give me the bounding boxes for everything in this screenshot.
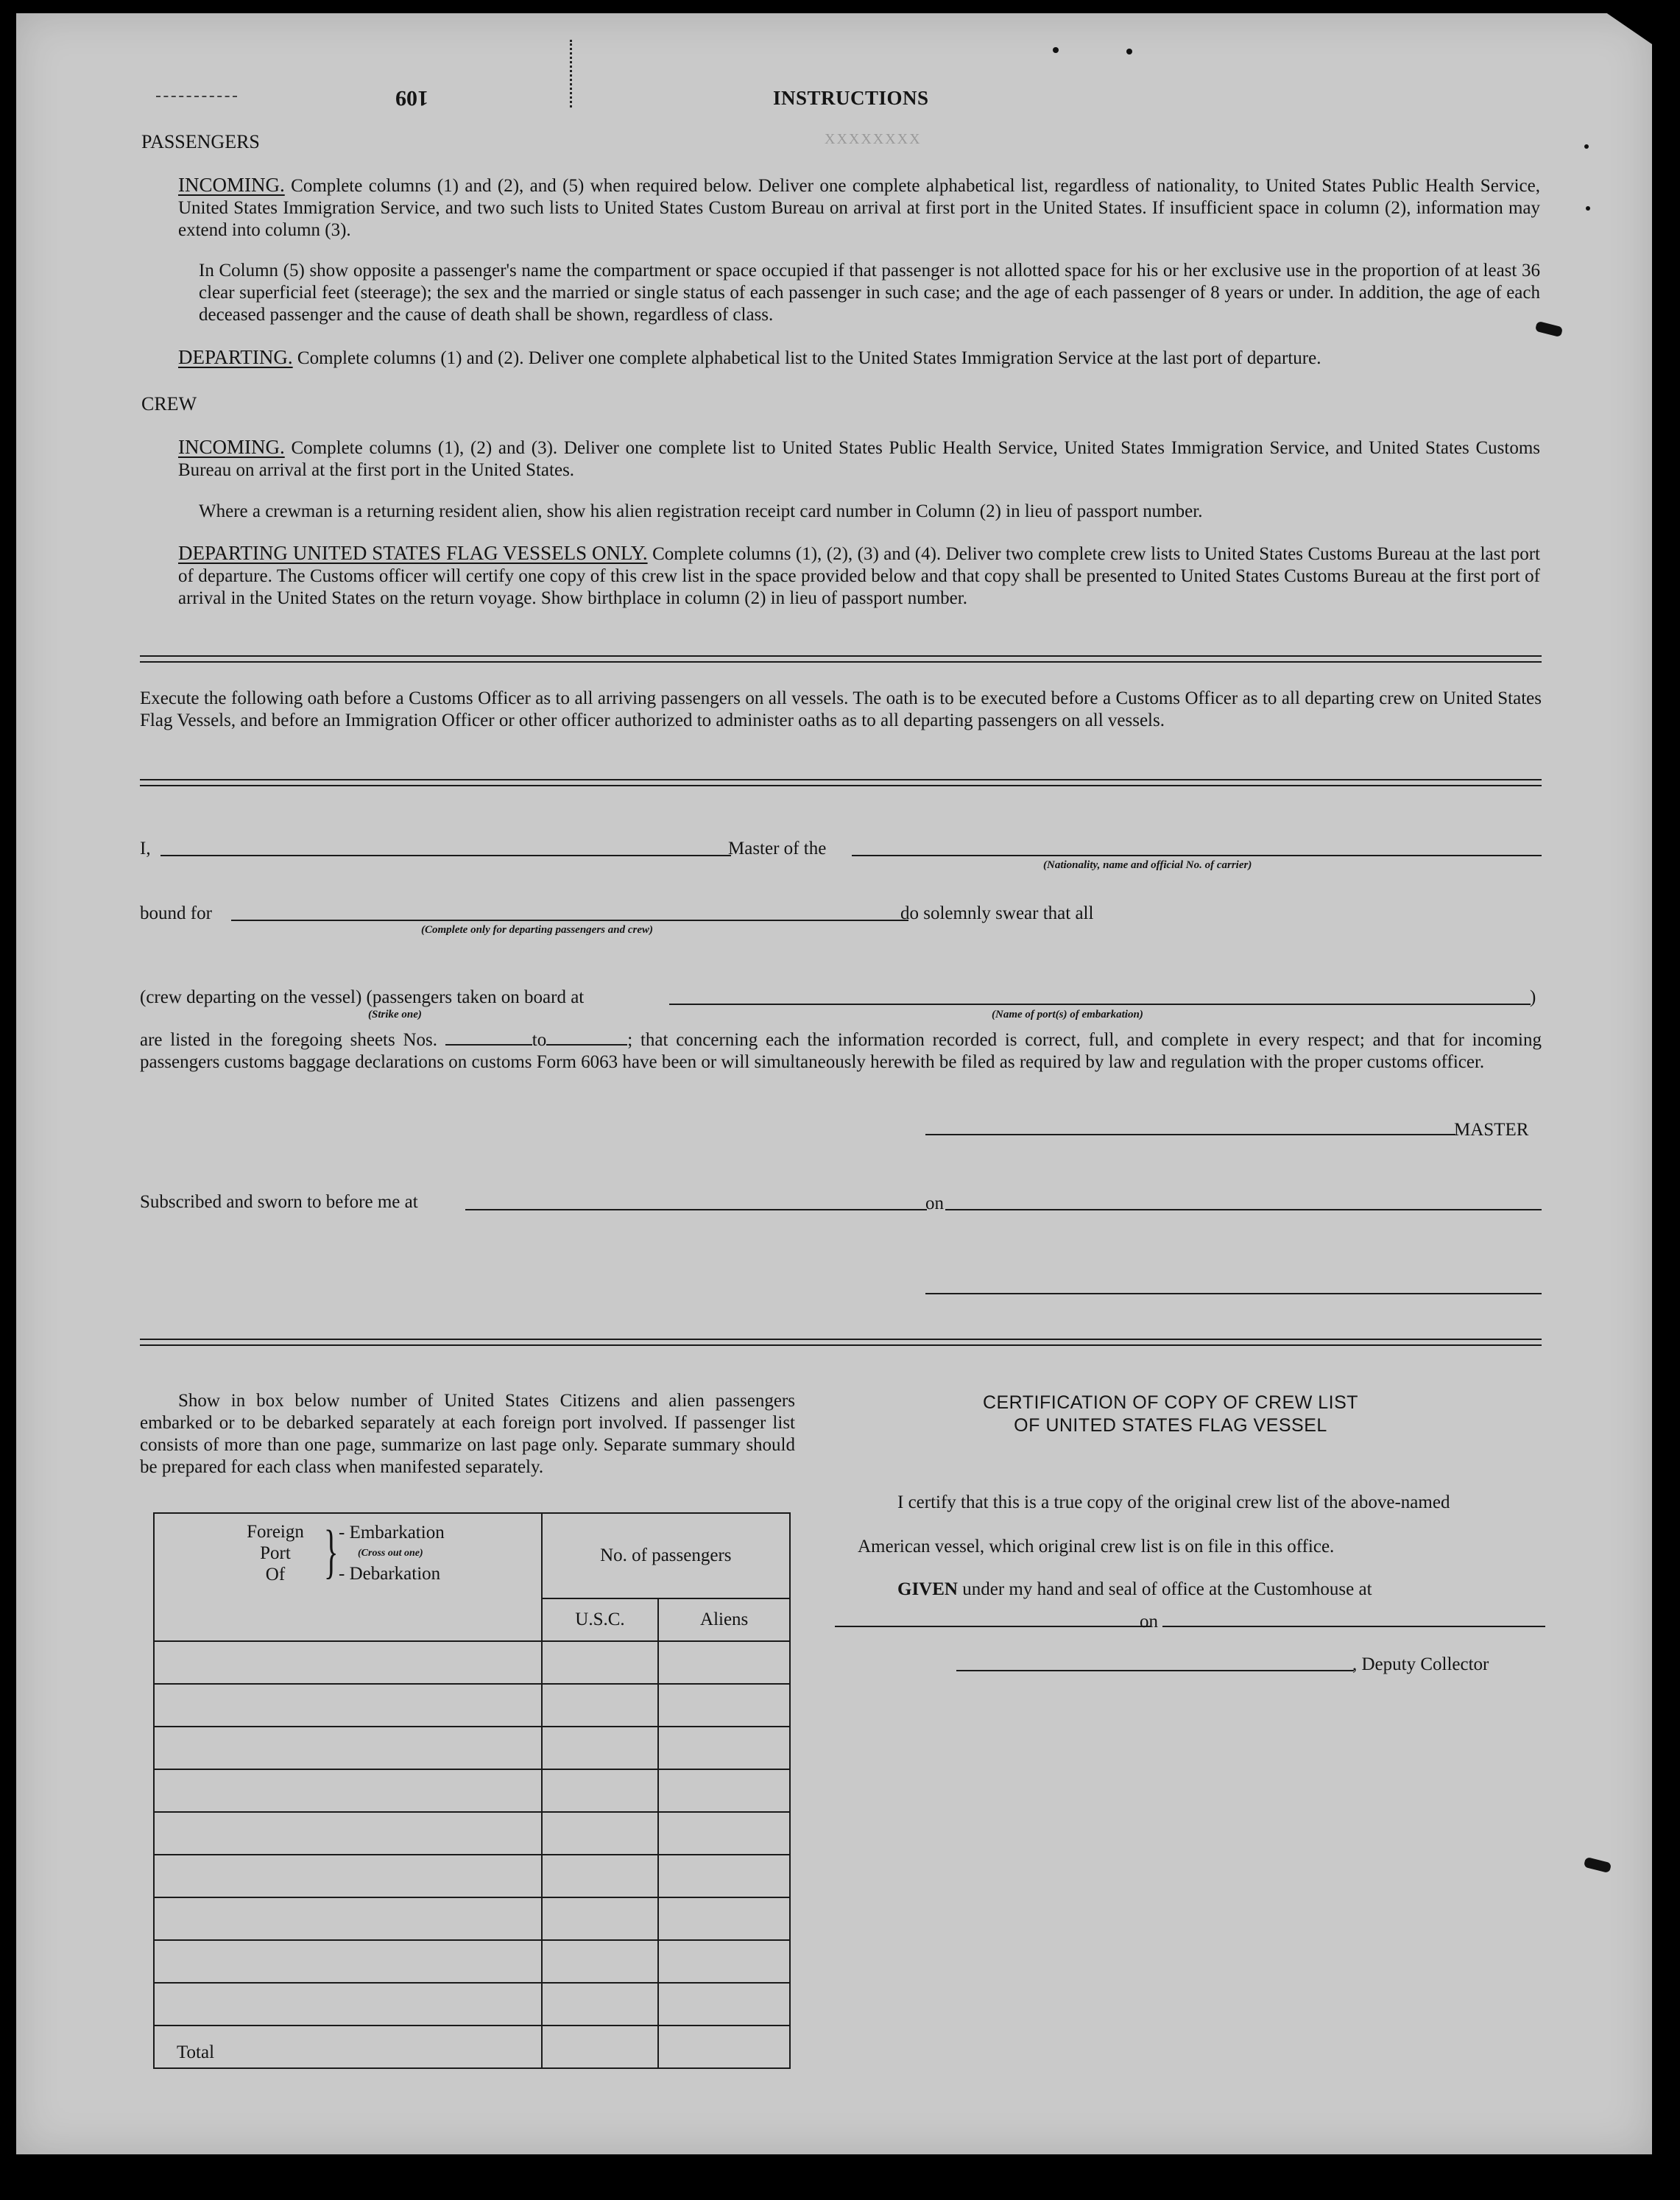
deputy-signature-field[interactable] [956,1670,1354,1671]
usc-cell[interactable] [542,1769,659,1812]
usc-cell[interactable] [542,1812,659,1855]
crew-departing-label: (crew departing on the vessel) (passengers taken on board at [140,987,585,1007]
port-cell[interactable] [154,1727,542,1769]
aliens-cell[interactable] [658,1727,790,1769]
foreign-label: Foreign [247,1522,304,1542]
crew-heading: CREW [141,393,197,415]
sworn-date-field[interactable] [945,1209,1542,1210]
debarkation-label: - Debarkation [339,1564,441,1584]
aliens-total-cell[interactable] [658,2026,790,2068]
aliens-cell[interactable] [658,1641,790,1684]
cross-out-caption: (Cross out one) [358,1548,423,1559]
divider-1 [140,655,1542,663]
form-page [16,13,1652,2154]
passengers-column5: In Column (5) show opposite a passenger's name the compartment or space occupied if that passenger is not allotted space for his or her exclusive use in the proportion of at least 36 clear superficial feet (steerage); the sex and the married or single status of each passenger in such case; and the age of each passenger of 8 years or under. In addition, the age of each deceased passenger and the cause of death shall be shown, regardless of class. [199,261,1540,325]
dash-mark [156,96,237,97]
usc-cell[interactable] [542,1855,659,1897]
officer-signature-field[interactable] [925,1293,1542,1294]
faint-bleedthrough: XXXXXXXX [825,131,922,147]
master-signature-field[interactable] [925,1134,1455,1135]
sworn-on-label: on [925,1194,944,1213]
passengers-departing-text: Complete columns (1) and (2). Deliver one complete alphabetical list to the United States Immigration Service at the last port of departure. [297,348,1321,368]
sheet-from-field[interactable] [445,1029,532,1046]
ink-speck [1584,144,1589,149]
no-passengers-header: No. of passengers [542,1513,790,1598]
carrier-field[interactable] [852,855,1542,856]
port-cell[interactable] [154,1812,542,1855]
customhouse-field[interactable] [835,1626,1151,1627]
port-cell[interactable] [154,1641,542,1684]
ink-speck [1586,206,1590,211]
passengers-heading: PASSENGERS [141,131,260,152]
given-text [897,1579,1372,1601]
summary-instructions: Show in box below number of United States Citizens and alien passengers embarked or to be debarked separately at each foreign port involved. If passenger list consists of more than one page, summarize on last page only. Separate summary should be prepared for each class when manifested separately. [140,1391,795,1477]
cert-date-field[interactable] [1162,1626,1545,1627]
given-rest: under my hand and seal of office at the Customhouse at [962,1579,1372,1599]
crew-incoming-text: Complete columns (1), (2) and (3). Deliver one complete list to United States Public Health Service, United States Immigration Service, and United States Customs Bureau on arrival at the first port in the United States. [178,438,1541,480]
usc-total-cell[interactable] [542,2026,659,2068]
bound-for-caption: (Complete only for departing passengers and crew) [421,924,653,936]
crew-departing-label: DEPARTING UNITED STATES FLAG VESSELS ONLY. [178,542,648,564]
usc-cell[interactable] [542,1727,659,1769]
sheet-to-field[interactable] [546,1029,627,1046]
divider-2 [140,779,1542,786]
port-label: Port [260,1543,291,1563]
carrier-caption: (Nationality, name and official No. of carrier) [1043,859,1252,871]
usc-cell[interactable] [542,1641,659,1684]
port-caption: (Name of port(s) of embarkation) [992,1009,1143,1020]
aliens-cell[interactable] [658,1855,790,1897]
usc-cell[interactable] [542,1983,659,2026]
certify-text: I certify that this is a true copy of the original crew list of the above-named [897,1492,1450,1512]
to-label: to [532,1030,547,1050]
oath-i-label: I, [140,839,151,859]
sheets-line [140,1029,1542,1073]
embarkation-label: - Embarkation [339,1523,445,1543]
listed-in-text: are listed in the foregoing sheets Nos. [140,1030,438,1050]
master-label: MASTER [1454,1120,1529,1140]
ink-mark [570,40,576,107]
brace-icon: } [323,1517,339,1584]
total-label: Total [154,2026,542,2068]
port-embarkation-field[interactable] [669,1004,1531,1005]
handwritten-stamp: 109 [395,86,428,110]
page-title: INSTRUCTIONS [773,87,929,109]
usc-cell[interactable] [542,1684,659,1727]
ink-blot [1584,1857,1612,1873]
passengers-incoming-text: Complete columns (1) and (2), and (5) when required below. Deliver one complete alphabetical list, regardless of nationality, to United States Public Health Service, United States Immigration Service, and two such lists to United States Custom Bureau on arrival at first port in the United States. If insufficient space in column (2), information may extend into column (3). [178,176,1541,240]
close-paren: ) [1530,987,1536,1007]
aliens-cell[interactable] [658,1812,790,1855]
aliens-cell[interactable] [658,1684,790,1727]
crew-incoming-label: INCOMING. [178,436,285,458]
passengers-incoming-label: INCOMING. [178,174,285,196]
ink-speck [1053,47,1059,53]
listed-rest-text: ; that concerning each the information recorded is correct, full, and complete in every respect; and that for incoming passengers customs baggage declarations on customs Form 6063 have been or will simultaneously herewith be filed as required by law and regulation with the proper customs officer. [140,1030,1542,1072]
aliens-cell[interactable] [658,1769,790,1812]
certification-title [832,1392,1509,1437]
certification-title-line2: OF UNITED STATES FLAG VESSEL [1014,1415,1327,1436]
crew-resident-alien: Where a crewman is a returning resident alien, show his alien registration receipt card number in Column (2) in lieu of passport number. [199,501,1203,521]
aliens-header: Aliens [658,1598,790,1641]
american-vessel-text: American vessel, which original crew list is on file in this office. [858,1537,1335,1556]
passenger-summary-table [153,1512,791,2069]
crew-departing [178,542,1540,610]
certification-title-line1: CERTIFICATION OF COPY OF CREW LIST [982,1392,1359,1413]
sworn-place-field[interactable] [465,1209,927,1210]
subscribed-label: Subscribed and sworn to before me at [140,1192,418,1212]
port-cell[interactable] [154,1684,542,1727]
divider-3 [140,1339,1542,1346]
master-name-field[interactable] [160,855,731,856]
port-cell[interactable] [154,1983,542,2026]
ink-blot [1535,321,1563,337]
port-cell[interactable] [154,1855,542,1897]
master-of-the-label: Master of the [728,839,827,859]
given-bold: GIVEN [897,1579,958,1599]
oath-intro: Execute the following oath before a Customs Officer as to all arriving passengers on all vessels. The oath is to be executed before a Customs Officer as to all departing crew on United States Flag Vessels, and before an Immigration Officer or other officer authorized to administer oaths as to all departing passengers on all vessels. [140,688,1542,730]
port-cell[interactable] [154,1769,542,1812]
strike-one-caption: (Strike one) [368,1009,422,1020]
ink-speck [1126,49,1132,54]
port-cell[interactable] [154,1940,542,1983]
solemnly-label: do solemnly swear that all [900,903,1094,923]
of-label: Of [265,1565,286,1584]
crew-incoming [178,436,1540,482]
usc-header: U.S.C. [542,1598,659,1641]
cert-on-label: on [1140,1612,1158,1632]
port-cell[interactable] [154,1897,542,1940]
aliens-cell[interactable] [658,1940,790,1983]
bound-for-field[interactable] [231,920,908,921]
passengers-incoming [178,174,1540,241]
foreign-port-header [154,1513,542,1641]
usc-cell[interactable] [542,1940,659,1983]
deputy-collector-label: , Deputy Collector [1352,1654,1489,1674]
page-corner [1577,13,1652,44]
bound-for-label: bound for [140,903,212,923]
usc-cell[interactable] [542,1897,659,1940]
crew-departing-text: Complete columns (1), (2), (3) and (4). Deliver two complete crew lists to United States Customs Bureau at the last port of departure. The Customs officer will certify one copy of this crew list in the space provided below and that copy shall be presented to United States Customs Bureau at the first port of arrival in the United States on the return voyage. Show birthplace in column (2) in lieu of passport number. [178,544,1541,608]
aliens-cell[interactable] [658,1897,790,1940]
aliens-cell[interactable] [658,1983,790,2026]
passengers-departing [178,346,1547,370]
passengers-departing-label: DEPARTING. [178,346,293,368]
